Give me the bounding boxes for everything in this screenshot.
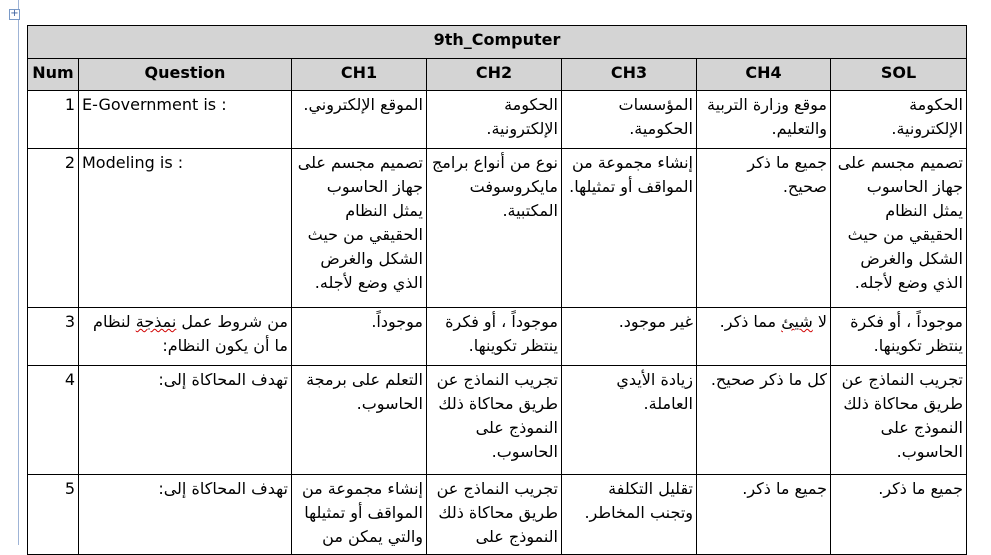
cell-ch4[interactable]: جميع ما ذكر صحيح.	[697, 149, 831, 308]
cell-question[interactable]: Modeling is :	[79, 149, 292, 308]
cell-question[interactable]	[79, 308, 292, 366]
header-question[interactable]: Question	[79, 59, 292, 91]
spelling-flag[interactable]: شيئ	[781, 312, 813, 331]
choice-text-end: مما ذكر.	[719, 312, 782, 331]
header-ch1[interactable]: CH1	[292, 59, 427, 91]
cell-ch2[interactable]: الحكومة الإلكترونية.	[427, 91, 562, 149]
cell-ch2[interactable]: نوع من أنواع برامج مايكروسوفت المكتبية.	[427, 149, 562, 308]
questions-table	[27, 25, 967, 555]
cell-num[interactable]: 5	[28, 475, 79, 555]
cell-ch4[interactable]: كل ما ذكر صحيح.	[697, 366, 831, 475]
cell-sol[interactable]: تجريب النماذج عن طريق محاكاة ذلك النموذج على الحاسوب.	[831, 366, 967, 475]
cell-ch3[interactable]: غير موجود.	[562, 308, 697, 366]
cell-ch1[interactable]: الموقع الإلكتروني.	[292, 91, 427, 149]
cell-ch4[interactable]	[697, 308, 831, 366]
table-row	[28, 149, 967, 308]
cell-num[interactable]: 1	[28, 91, 79, 149]
title-row	[28, 26, 967, 59]
table-row	[28, 91, 967, 149]
cell-sol[interactable]: جميع ما ذكر.	[831, 475, 967, 555]
header-ch2[interactable]: CH2	[427, 59, 562, 91]
page-margin-line	[18, 0, 19, 545]
header-ch3[interactable]: CH3	[562, 59, 697, 91]
cell-sol[interactable]: موجوداً ، أو فكرة ينتظر تكوينها.	[831, 308, 967, 366]
cell-ch2[interactable]: تجريب النماذج عن طريق محاكاة ذلك النموذج على الحاسوب.	[427, 366, 562, 475]
cell-sol[interactable]: الحكومة الإلكترونية.	[831, 91, 967, 149]
cell-sol[interactable]: تصميم مجسم على جهاز الحاسوب يمثل النظام الحقيقي من حيث الشكل والغرض الذي وضع لأجله.	[831, 149, 967, 308]
cell-ch3[interactable]: إنشاء مجموعة من المواقف أو تمثيلها.	[562, 149, 697, 308]
table-title[interactable]: 9th_Computer	[28, 26, 967, 59]
cell-ch1[interactable]: التعلم على برمجة الحاسوب.	[292, 366, 427, 475]
table-row	[28, 308, 967, 366]
cell-num[interactable]: 2	[28, 149, 79, 308]
cell-ch1[interactable]: إنشاء مجموعة من المواقف أو تمثيلها والتي يمكن من	[292, 475, 427, 555]
cell-ch3[interactable]: تقليل التكلفة وتجنب المخاطر.	[562, 475, 697, 555]
cell-ch1[interactable]: تصميم مجسم على جهاز الحاسوب يمثل النظام الحقيقي من حيث الشكل والغرض الذي وضع لأجله.	[292, 149, 427, 308]
table-row	[28, 475, 967, 555]
cell-ch2[interactable]: موجوداً ، أو فكرة ينتظر تكوينها.	[427, 308, 562, 366]
header-ch4[interactable]: CH4	[697, 59, 831, 91]
table-row	[28, 366, 967, 475]
cell-question[interactable]: تهدف المحاكاة إلى:	[79, 475, 292, 555]
header-sol[interactable]: SOL	[831, 59, 967, 91]
cell-num[interactable]: 4	[28, 366, 79, 475]
header-num[interactable]: Num	[28, 59, 79, 91]
cell-ch3[interactable]: المؤسسات الحكومية.	[562, 91, 697, 149]
cell-ch4[interactable]: موقع وزارة التربية والتعليم.	[697, 91, 831, 149]
cell-ch4[interactable]: جميع ما ذكر.	[697, 475, 831, 555]
table-move-handle-icon[interactable]: +	[10, 8, 19, 19]
question-text-end: لنظام ما أن يكون النظام:	[93, 312, 288, 355]
spelling-flag[interactable]: نمذجة	[135, 312, 177, 331]
cell-ch2[interactable]: تجريب النماذج عن طريق محاكاة ذلك النموذج على	[427, 475, 562, 555]
cell-ch1[interactable]: موجوداً.	[292, 308, 427, 366]
header-row	[28, 59, 967, 91]
question-text-start: من شروط عمل	[176, 312, 288, 331]
cell-ch3[interactable]: زيادة الأيدي العاملة.	[562, 366, 697, 475]
choice-text-start: لا	[812, 312, 827, 331]
cell-num[interactable]: 3	[28, 308, 79, 366]
cell-question[interactable]: تهدف المحاكاة إلى:	[79, 366, 292, 475]
cell-question[interactable]: E-Government is :	[79, 91, 292, 149]
